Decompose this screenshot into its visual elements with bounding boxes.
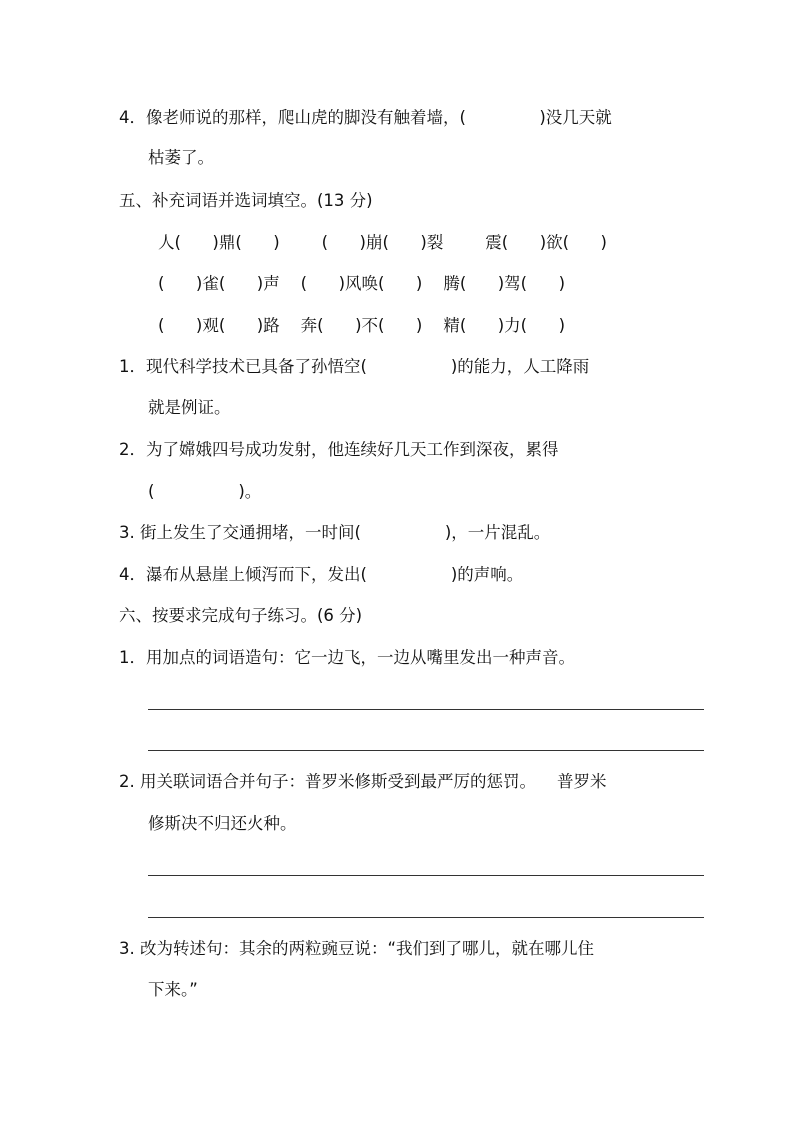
sentence-question-2-line-1: 2. 用关联词语合并句子：普罗米修斯受到最严厉的惩罚。 普罗米 [119,772,607,791]
question-4-line-2: 枯萎了。 [148,148,214,167]
fill-question-1-line-2: 就是例证。 [148,398,231,417]
sentence-question-3-line-2: 下来。” [148,980,198,999]
sentence-question-1: 1．用加点的词语造句：它一边飞，一边从嘴里发出一种声音。 [119,648,575,667]
question-4-line-1: 4．像老师说的那样，爬山虎的脚没有触着墙，( )没几天就 [119,108,612,127]
idiom-row-3: ( )观( )路 奔( )不( ) 精( )力( ) [158,316,566,335]
answer-line[interactable] [148,750,704,751]
idiom-row-1: 人( )鼎( ) ( )崩( )裂 震( )欲( ) [158,233,607,252]
fill-question-2-line-1: 2．为了嫦娥四号成功发射，他连续好几天工作到深夜，累得 [119,440,559,459]
idiom-row-2: ( )雀( )声 ( )风唤( ) 腾( )驾( ) [158,274,566,293]
section-6-title: 六、按要求完成句子练习。(6 分) [119,606,363,625]
sentence-question-2-line-2: 修斯决不归还火种。 [148,814,297,833]
section-5-title: 五、补充词语并选词填空。(13 分) [119,191,373,210]
fill-question-1-line-1: 1．现代科学技术已具备了孙悟空( )的能力，人工降雨 [119,357,590,376]
answer-line[interactable] [148,917,704,918]
fill-question-2-line-2: ( )。 [148,482,262,501]
fill-question-3: 3. 街上发生了交通拥堵，一时间( )，一片混乱。 [119,523,551,542]
fill-question-4: 4．瀑布从悬崖上倾泻而下，发出( )的声响。 [119,565,524,584]
answer-line[interactable] [148,875,704,876]
answer-line[interactable] [148,709,704,710]
sentence-question-3-line-1: 3. 改为转述句：其余的两粒豌豆说：“我们到了哪儿，就在哪儿住 [119,939,595,958]
